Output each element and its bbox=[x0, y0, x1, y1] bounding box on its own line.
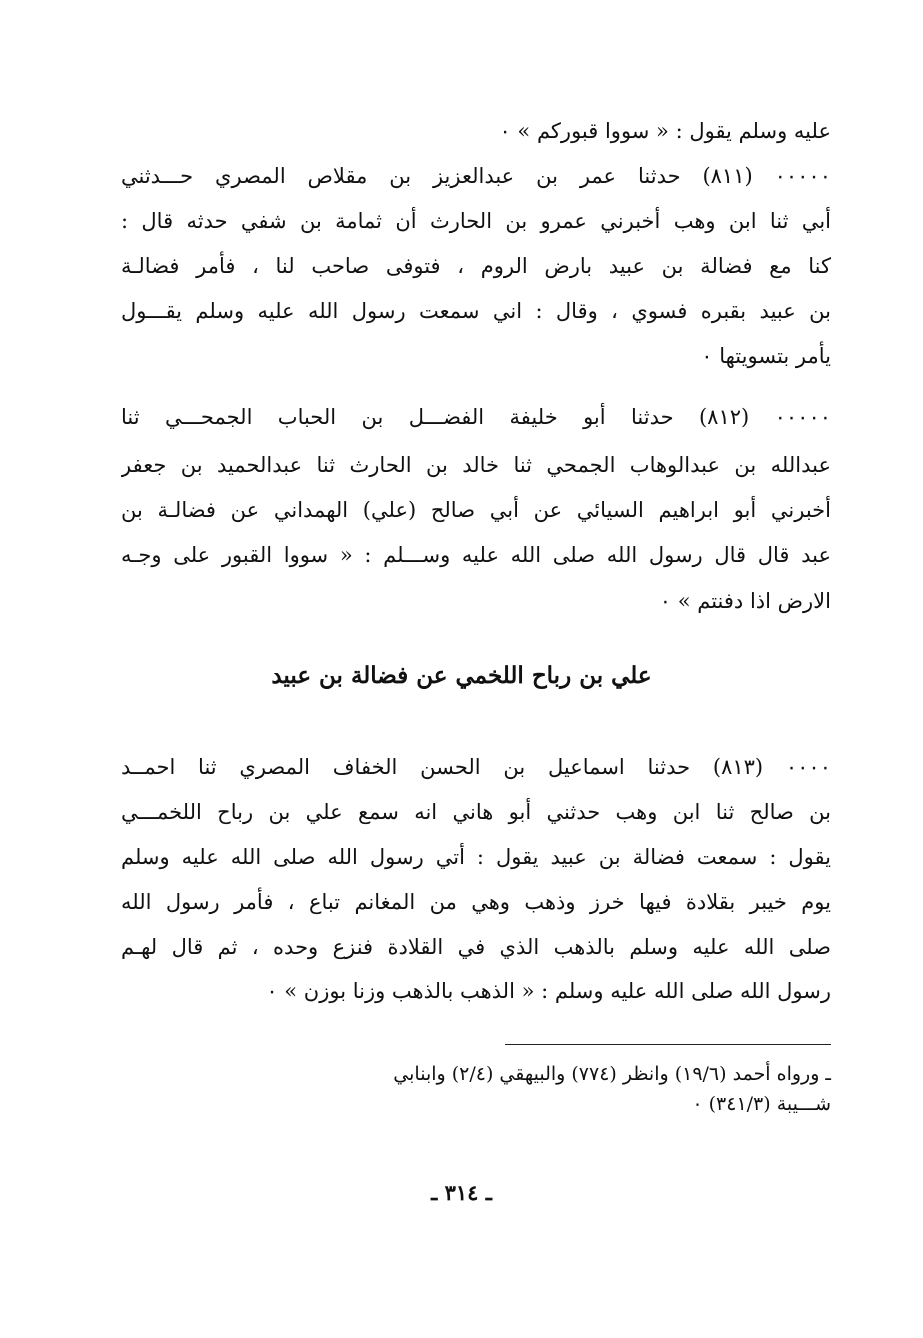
section-heading: علي بن رباح اللخمي عن فضالة بن عبيد bbox=[271, 662, 652, 689]
footnote-separator bbox=[505, 1044, 831, 1045]
text-line: ٠٠٠٠ (٨١٣) حدثنا اسماعيل بن الحسن الخفاف المصري ثنا احمــد bbox=[121, 755, 831, 779]
text-line: عبدالله بن عبدالوهاب الجمحي ثنا خالد بن الحارث ثنا عبدالحميد بن جعفر bbox=[121, 453, 831, 477]
footnote-line: ـ ورواه أحمد (١٩/٦) وانظر (٧٧٤) والبيهقي (٢/٤) وابنابي bbox=[393, 1063, 831, 1085]
text-line: ٠٠٠٠٠ (٨١٢) حدثنا أبو خليفة الفضـــل بن الحباب الجمحـــي ثنا bbox=[121, 405, 831, 429]
text-line: صلى الله عليه وسلم بالذهب الذي في القلادة فنزع وحده ، ثم قال لهـم bbox=[121, 935, 831, 959]
text-line: عبد قال قال رسول الله صلى الله عليه وســـلم : « سووا القبور على وجـه bbox=[121, 543, 831, 567]
text-line: يقول : سمعت فضالة بن عبيد يقول : أتي رسول الله صلى الله عليه وسلم bbox=[121, 845, 831, 869]
text-line: أخبرني أبو ابراهيم السيائي عن أبي صالح (علي) الهمداني عن فضالـة بن bbox=[121, 498, 831, 522]
text-line: رسول الله صلى الله عليه وسلم : « الذهب بالذهب وزنا بوزن » ٠ bbox=[266, 979, 831, 1003]
text-line: كنا مع فضالة بن عبيد بارض الروم ، فتوفى صاحب لنا ، فأمر فضالـة bbox=[121, 254, 831, 278]
page-number: ـ ٣١٤ ـ bbox=[431, 1180, 492, 1205]
text-line: بن عبيد بقبره فسوي ، وقال : اني سمعت رسول الله عليه وسلم يقـــول bbox=[121, 299, 831, 323]
footnote-line: شـــيبة (٣٤١/٣) ٠ bbox=[692, 1093, 831, 1115]
text-line: عليه وسلم يقول : « سووا قبوركم » ٠ bbox=[499, 119, 831, 143]
text-line: ٠٠٠٠٠ (٨١١) حدثنا عمر بن عبدالعزيز بن مقلاص المصري حـــدثني bbox=[121, 164, 831, 188]
text-line: يأمر بتسويتها ٠ bbox=[701, 344, 831, 368]
text-line: الارض اذا دفنتم » ٠ bbox=[659, 589, 831, 613]
text-line: بن صالح ثنا ابن وهب حدثني أبو هاني انه سمع علي بن رباح اللخمـــي bbox=[121, 800, 831, 824]
text-line: أبي ثنا ابن وهب أخبرني عمرو بن الحارث أن ثمامة بن شفي حدثه قال : bbox=[121, 209, 831, 233]
text-line: يوم خيبر بقلادة فيها خرز وذهب وهي من المغانم تباع ، فأمر رسول الله bbox=[121, 890, 831, 914]
